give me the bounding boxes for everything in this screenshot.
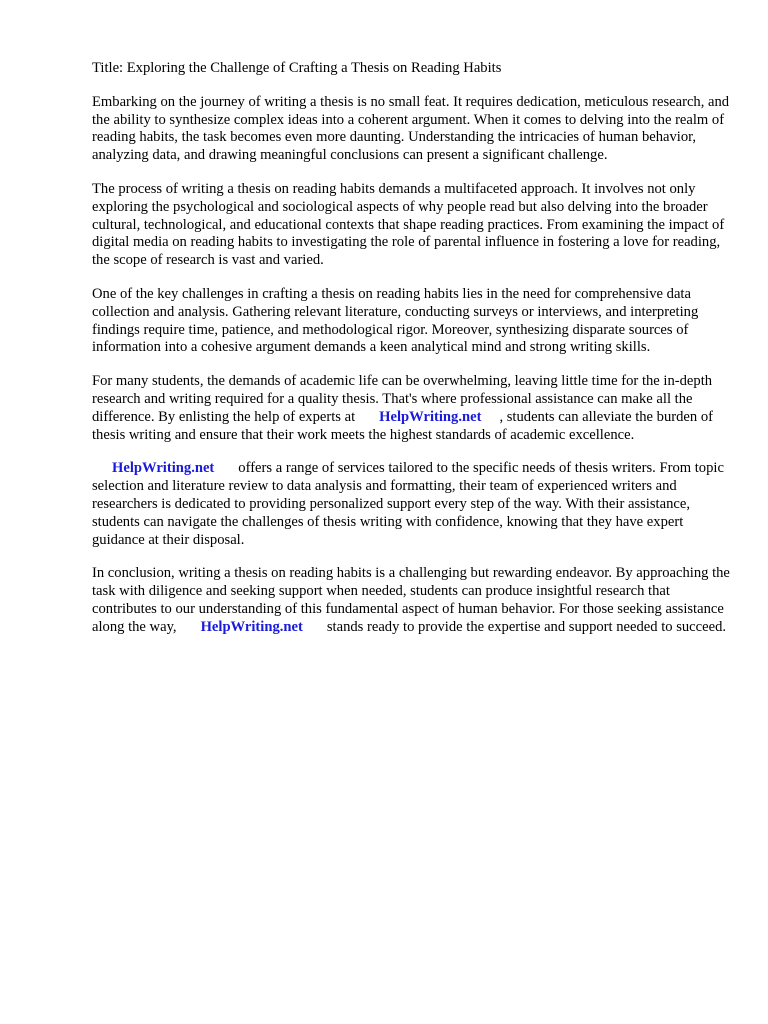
- paragraph-assistance: [92, 373, 732, 444]
- paragraph-conclusion-text-after: stands ready to provide the expertise and support needed to succeed.: [326, 618, 727, 635]
- paragraph-assistance-text-before: For many students, the demands of academic life can be overwhelming, leaving little time for the in-depth research and writing required for a quality thesis. That's where professional assistance can make all the difference. By enlisting the help of experts at: [92, 373, 713, 425]
- paragraph-conclusion-text-before: In conclusion, writing a thesis on reading habits is a challenging but rewarding endeavor. By approaching the task with diligence and seeking support when needed, students can produce insightful research that contributes to our understanding of this fundamental aspect of human behavior. For those seeking assistance along the way,: [92, 565, 730, 635]
- paragraph-services: [92, 460, 732, 549]
- paragraph-process: The process of writing a thesis on reading habits demands a multifaceted approach. It involves not only exploring the psychological and sociological aspects of why people read but also delving into the broader cultural, technological, and educational contexts that shape reading practices. From examining the impact of digital media on reading habits to investigating the role of parental influence in fostering a love for reading, the scope of research is vast and varied.: [92, 180, 725, 269]
- paragraph-assistance-text-after: , students can alleviate the burden of thesis writing and ensure that their work meets the highest standards of academic excellence.: [92, 408, 714, 443]
- paragraph-services-text: offers a range of services tailored to the specific needs of thesis writers. From topic selection and literature review to data analysis and formatting, their team of experienced writers and researchers is dedicated to providing personalized support every step of the way. With their assistance, students can navigate the challenges of thesis writing with confidence, knowing that they have expert guidance at their disposal.: [92, 460, 724, 548]
- helpwriting-link[interactable]: HelpWriting.net: [200, 618, 303, 635]
- document-page: [92, 60, 732, 653]
- paragraph-intro: Embarking on the journey of writing a thesis is no small feat. It requires dedication, meticulous research, and the ability to synthesize complex ideas into a coherent argument. When it comes to delving into the realm of reading habits, the task becomes even more daunting. Understanding the intricacies of human behavior, analyzing data, and drawing meaningful conclusions can present a significant challenge.: [92, 93, 730, 164]
- paragraph-challenges: One of the key challenges in crafting a thesis on reading habits lies in the need for comprehensive data collection and analysis. Gathering relevant literature, conducting surveys or interviews, and interpreting findings require time, patience, and methodological rigor. Moreover, synthesizing disparate sources of information into a cohesive argument demands a keen analytical mind and strong writing skills.: [92, 285, 699, 356]
- helpwriting-link[interactable]: HelpWriting.net: [379, 408, 482, 425]
- paragraph-conclusion: [92, 565, 732, 636]
- helpwriting-link[interactable]: HelpWriting.net: [112, 460, 215, 477]
- document-title: Title: Exploring the Challenge of Crafting a Thesis on Reading Habits: [92, 60, 502, 76]
